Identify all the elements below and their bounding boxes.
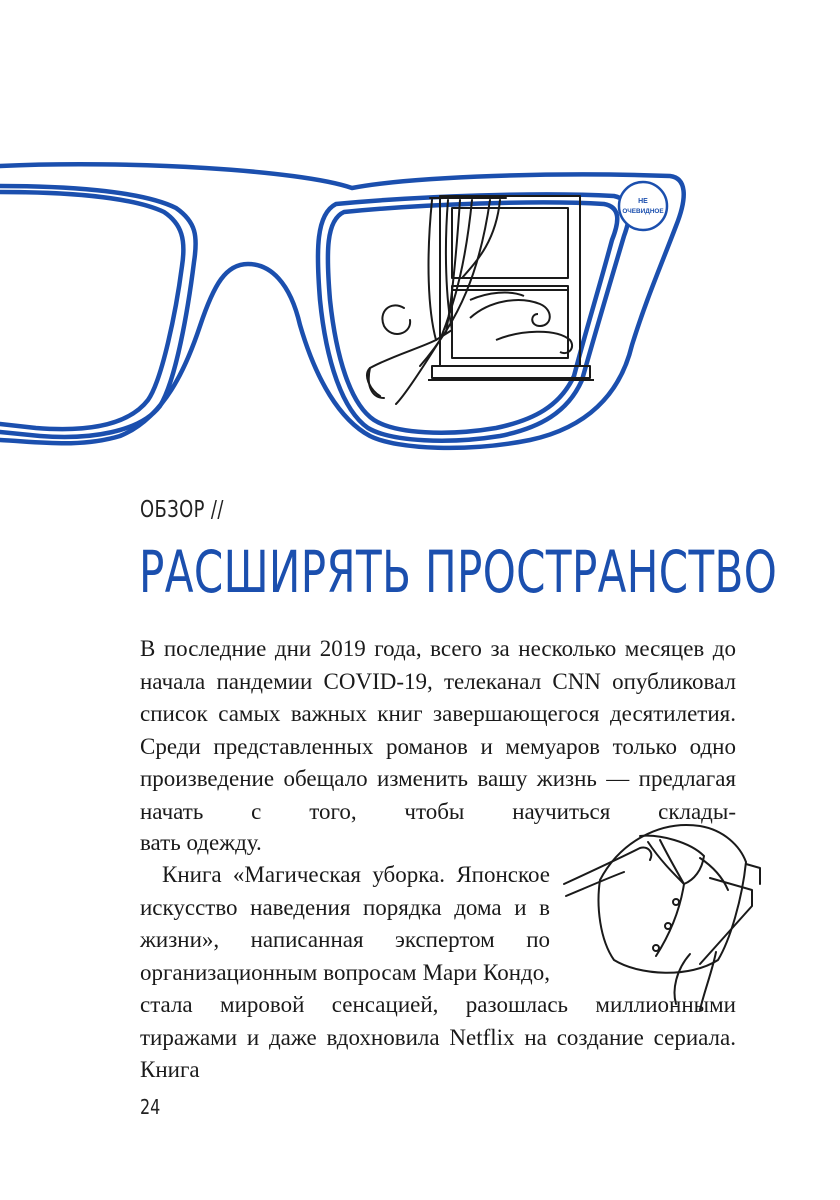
paragraph-1-end-text: вать одежду. (140, 830, 262, 855)
page-title: РАСШИРЯТЬ ПРОСТРАНСТВО (139, 538, 778, 606)
paragraph-1-body: В последние дни 2019 года, всего за несколько месяцев до начала пандемии COVID-19, телеканал CNN опубликовал список самых важных книг завершающегося десятилетия. Среди представленных романов и мемуаров только одно произведение обещало изменить вашу жизнь — предлагая начать с того, чтобы научиться склады- (140, 636, 736, 824)
paragraph-1 (140, 633, 736, 828)
paragraph-2-wide-text: стала мировой сенсацией, разошлась миллионными тиражами и даже вдохновила Netflix на создание сериала. Книга (140, 992, 736, 1082)
svg-text:НЕ: НЕ (638, 198, 648, 205)
paragraph-2-narrow-text: Книга «Магическая уборка. Японское искусство наведения порядка дома и в жизни», написанная экспертом по организационным вопросам Мари Кондо, (140, 862, 550, 985)
paragraph-1-end (140, 827, 560, 860)
section-label: ОБЗОР // (140, 497, 224, 523)
paragraph-2-narrow (140, 859, 550, 989)
paragraph-2-wide (140, 989, 736, 1087)
svg-text:ОЧЕВИДНОЕ: ОЧЕВИДНОЕ (622, 208, 664, 215)
page-number: 24 (140, 1095, 161, 1119)
